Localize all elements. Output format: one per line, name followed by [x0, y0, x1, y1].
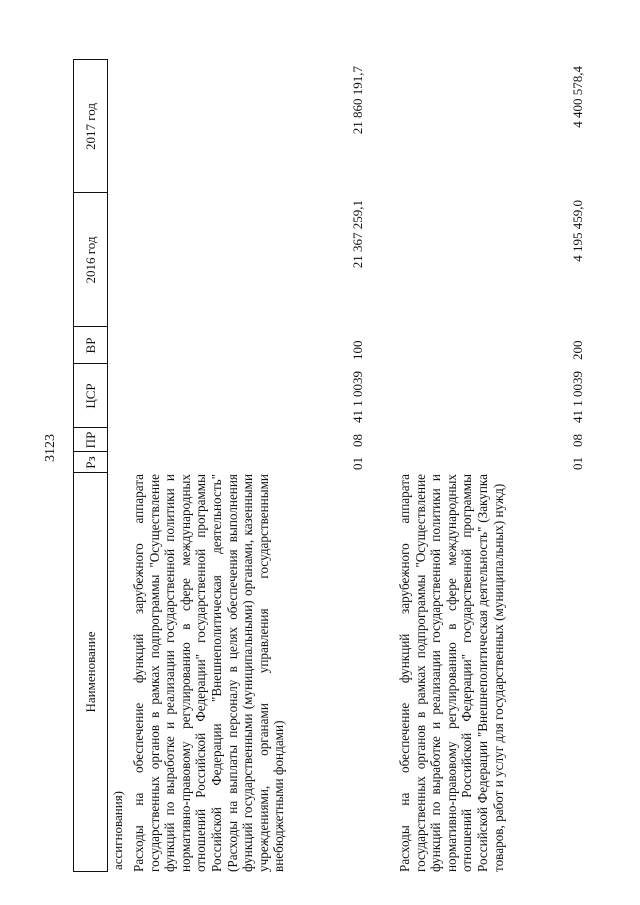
table-row: [397, 60, 603, 872]
header-2016: 2016 год: [74, 192, 107, 327]
row-rz: 01: [350, 457, 365, 470]
header-vr: ВР: [74, 326, 107, 364]
row-vr: 200: [570, 340, 585, 360]
row-vr: 100: [350, 340, 365, 360]
row-rz: 01: [570, 457, 585, 470]
row-pr: 08: [570, 434, 585, 447]
header-2017: 2017 год: [74, 59, 107, 193]
header-csr: ЦСР: [74, 363, 107, 428]
budget-table-sheet: [73, 60, 608, 872]
header-name: Наименование: [74, 472, 107, 871]
continuation-text: ассигнования): [110, 790, 125, 870]
row-name: Расходы на обеспечение функций зарубежного аппарата государственных органов в рамках подпрограммы "Осуществление функций по выработке и реализации государственной политики и нормативно-правовому регулированию в сфере международных отношений Российской Федерации" государственной программы Российской Федерации "Внешнеполитическая деятельность" (Расходы на выплаты персоналу в целях обеспечения выполнения функций государственными (муниципальными) органами, казенными учреждениями, органами управления государственными внебюджетными фондами): [131, 474, 287, 872]
row-2017: 4 400 578,4: [570, 66, 585, 128]
row-2017: 21 860 191,7: [350, 66, 365, 135]
header-pr: ПР: [74, 427, 107, 452]
row-pr: 08: [350, 434, 365, 447]
table-row: [131, 60, 367, 872]
table-header: [73, 59, 108, 872]
header-rz: Рз: [74, 451, 107, 473]
row-2016: 4 195 459,0: [570, 200, 585, 262]
budget-table: [73, 60, 608, 872]
row-csr: 41 1 0039: [570, 371, 585, 423]
row-2016: 21 367 259,1: [350, 200, 365, 269]
row-csr: 41 1 0039: [350, 371, 365, 423]
page-number: 3123: [43, 434, 58, 462]
row-name: Расходы на обеспечение функций зарубежного аппарата государственных органов в рамках подпрограммы "Осуществление функций по выработке и реализации государственной политики и нормативно-правовому регулированию в сфере международных отношений Российской Федерации" государственной программы Российской Федерации "Внешнеполитическая деятельность" (Закупка товаров, работ и услуг для государственных (муниципальных) нужд): [397, 474, 506, 872]
